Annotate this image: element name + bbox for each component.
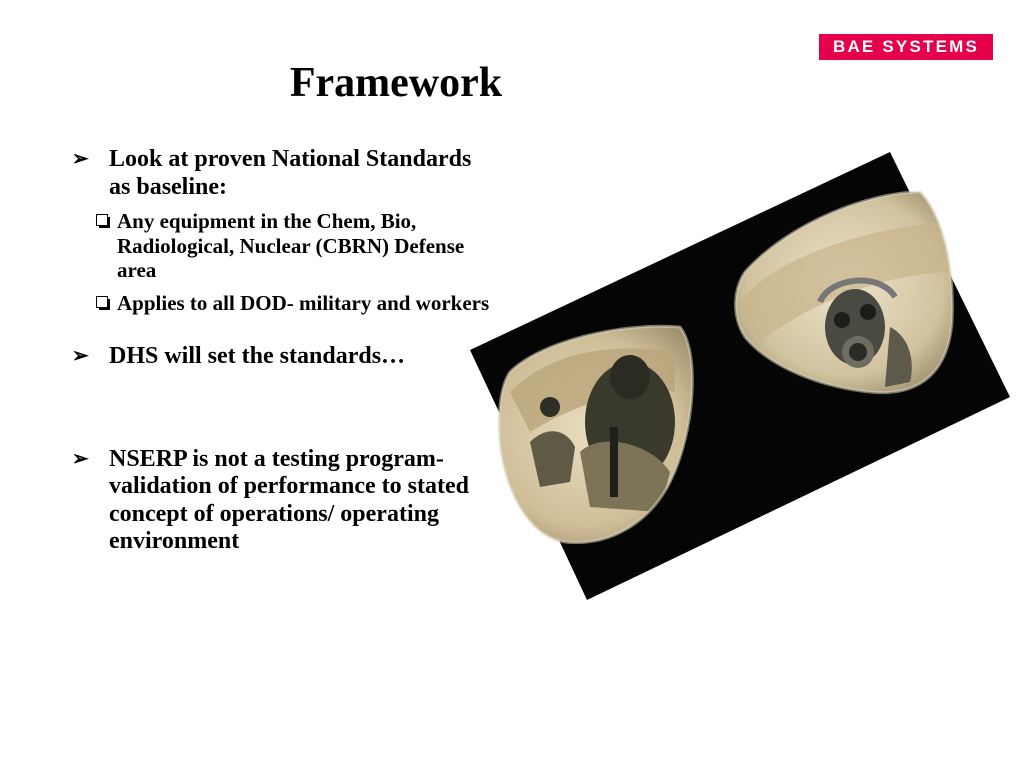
- gas-mask-photo: [470, 152, 1010, 602]
- slide-title: Framework: [289, 60, 503, 106]
- arrow-bullet-icon: ➢: [72, 447, 89, 470]
- bullet-text: Look at proven National Standards as baseline:: [109, 146, 472, 200]
- square-bullet-icon: [96, 296, 108, 308]
- sub-bullet-text: Any equipment in the Chem, Bio, Radiological, Nuclear (CBRN) Defense area: [117, 209, 465, 282]
- bullet-list: [72, 146, 492, 556]
- square-bullet-icon: [96, 214, 108, 226]
- bullet-text: DHS will set the standards…: [109, 343, 406, 369]
- arrow-bullet-icon: ➢: [72, 345, 89, 367]
- sub-bullet-text: Applies to all DOD- military and workers: [117, 290, 490, 315]
- sub-bullet-item: [80, 291, 492, 316]
- bae-systems-logo: BAE SYSTEMS: [819, 34, 993, 60]
- bullet-item: [72, 446, 492, 556]
- bullet-item: [72, 146, 492, 201]
- sub-bullet-list: [80, 209, 492, 315]
- arrow-bullet-icon: ➢: [72, 148, 89, 170]
- bullet-text: NSERP is not a testing program- validation of performance to stated concept of operations/ operating environment: [109, 445, 469, 554]
- sub-bullet-item: [80, 209, 492, 283]
- bullet-item: [72, 343, 492, 371]
